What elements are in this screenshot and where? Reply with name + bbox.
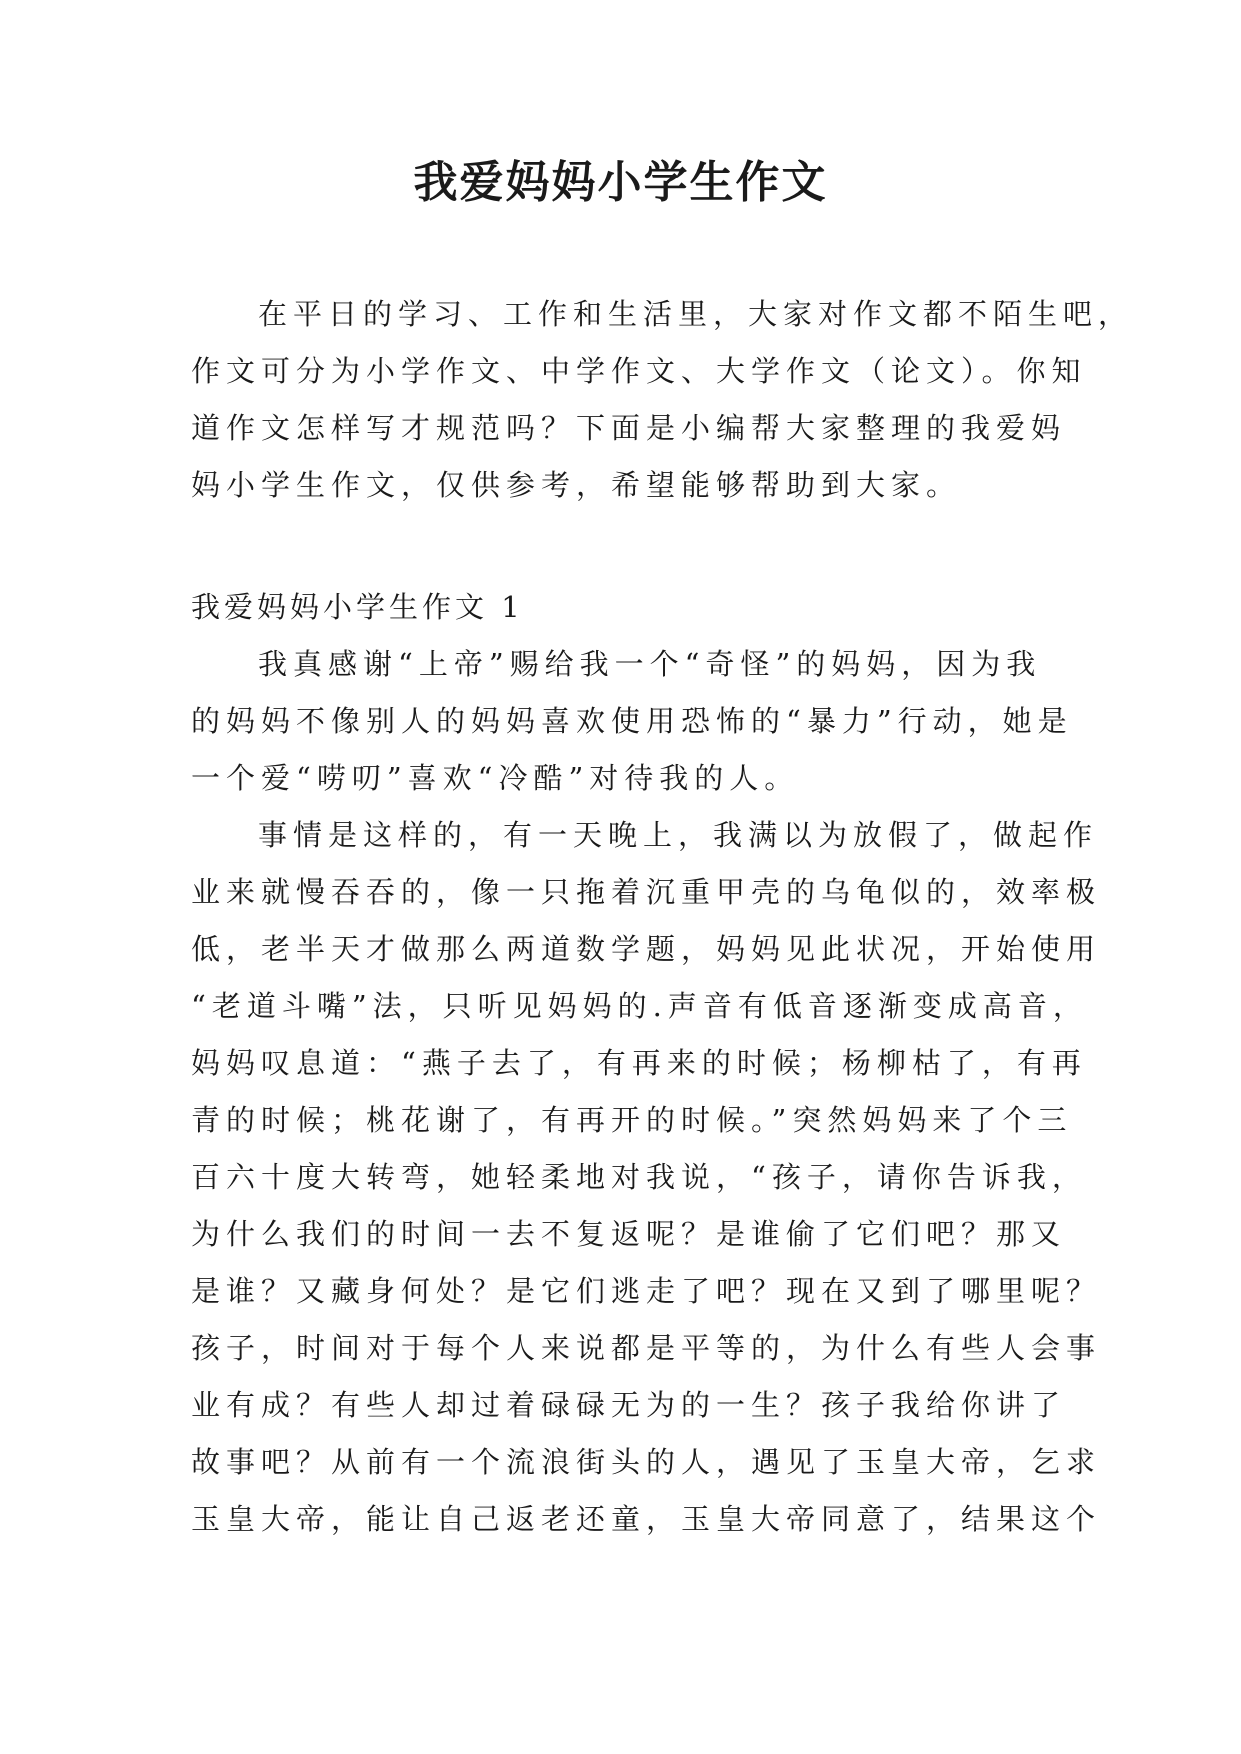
- paragraph2-line: 低，老半天才做那么两道数学题，妈妈见此状况，开始使用: [191, 932, 1102, 966]
- paragraph2-line: 青的时候；桃花谢了，有再开的时候。”突然妈妈来了个三: [191, 1103, 1073, 1137]
- paragraph2-line: “老道斗嘴”法，只听见妈妈的.声音有低音逐渐变成高音，: [191, 989, 1088, 1023]
- paragraph2-line: 百六十度大转弯，她轻柔地对我说，“孩子，请你告诉我，: [191, 1160, 1087, 1194]
- paragraph1-line: 一个爱“唠叨”喜欢“冷酷”对待我的人。: [191, 761, 800, 795]
- paragraph1-line: 我真感谢“上帝”赐给我一个“奇怪”的妈妈，因为我: [258, 647, 1042, 681]
- paragraph2-line: 业有成？有些人却过着碌碌无为的一生？孩子我给你讲了: [191, 1388, 1067, 1422]
- paragraph2-line: 事情是这样的，有一天晚上，我满以为放假了，做起作: [258, 818, 1099, 852]
- intro-line: 在平日的学习、工作和生活里，大家对作文都不陌生吧，: [258, 297, 1134, 331]
- intro-line: 作文可分为小学作文、中学作文、大学作文（论文）。你知: [191, 354, 1087, 388]
- paragraph1-line: 的妈妈不像别人的妈妈喜欢使用恐怖的“暴力”行动，她是: [191, 704, 1073, 738]
- paragraph2-line: 是谁？又藏身何处？是它们逃走了吧？现在又到了哪里呢？: [191, 1274, 1102, 1308]
- intro-paragraph: [191, 286, 1134, 514]
- paragraph2-line: 为什么我们的时间一去不复返呢？是谁偷了它们吧？那又: [191, 1217, 1067, 1251]
- paragraph2-line: 故事吧？从前有一个流浪街头的人，遇见了玉皇大帝，乞求: [191, 1445, 1102, 1479]
- section-heading: 我爱妈妈小学生作文 1: [191, 590, 524, 624]
- document-title: 我爱妈妈小学生作文: [413, 157, 828, 208]
- paragraph2-line: 孩子，时间对于每个人来说都是平等的，为什么有些人会事: [191, 1331, 1102, 1365]
- paragraph2-line: 玉皇大帝，能让自己返老还童，玉皇大帝同意了，结果这个: [191, 1502, 1102, 1536]
- intro-line: 妈小学生作文，仅供参考，希望能够帮助到大家。: [191, 468, 962, 502]
- paragraph2-line: 业来就慢吞吞的，像一只拖着沉重甲壳的乌龟似的，效率极: [191, 875, 1102, 909]
- essay-body: [191, 636, 1102, 1548]
- intro-line: 道作文怎样写才规范吗？下面是小编帮大家整理的我爱妈: [191, 411, 1067, 445]
- paragraph2-line: 妈妈叹息道：“燕子去了，有再来的时候；杨柳枯了，有再: [191, 1046, 1087, 1080]
